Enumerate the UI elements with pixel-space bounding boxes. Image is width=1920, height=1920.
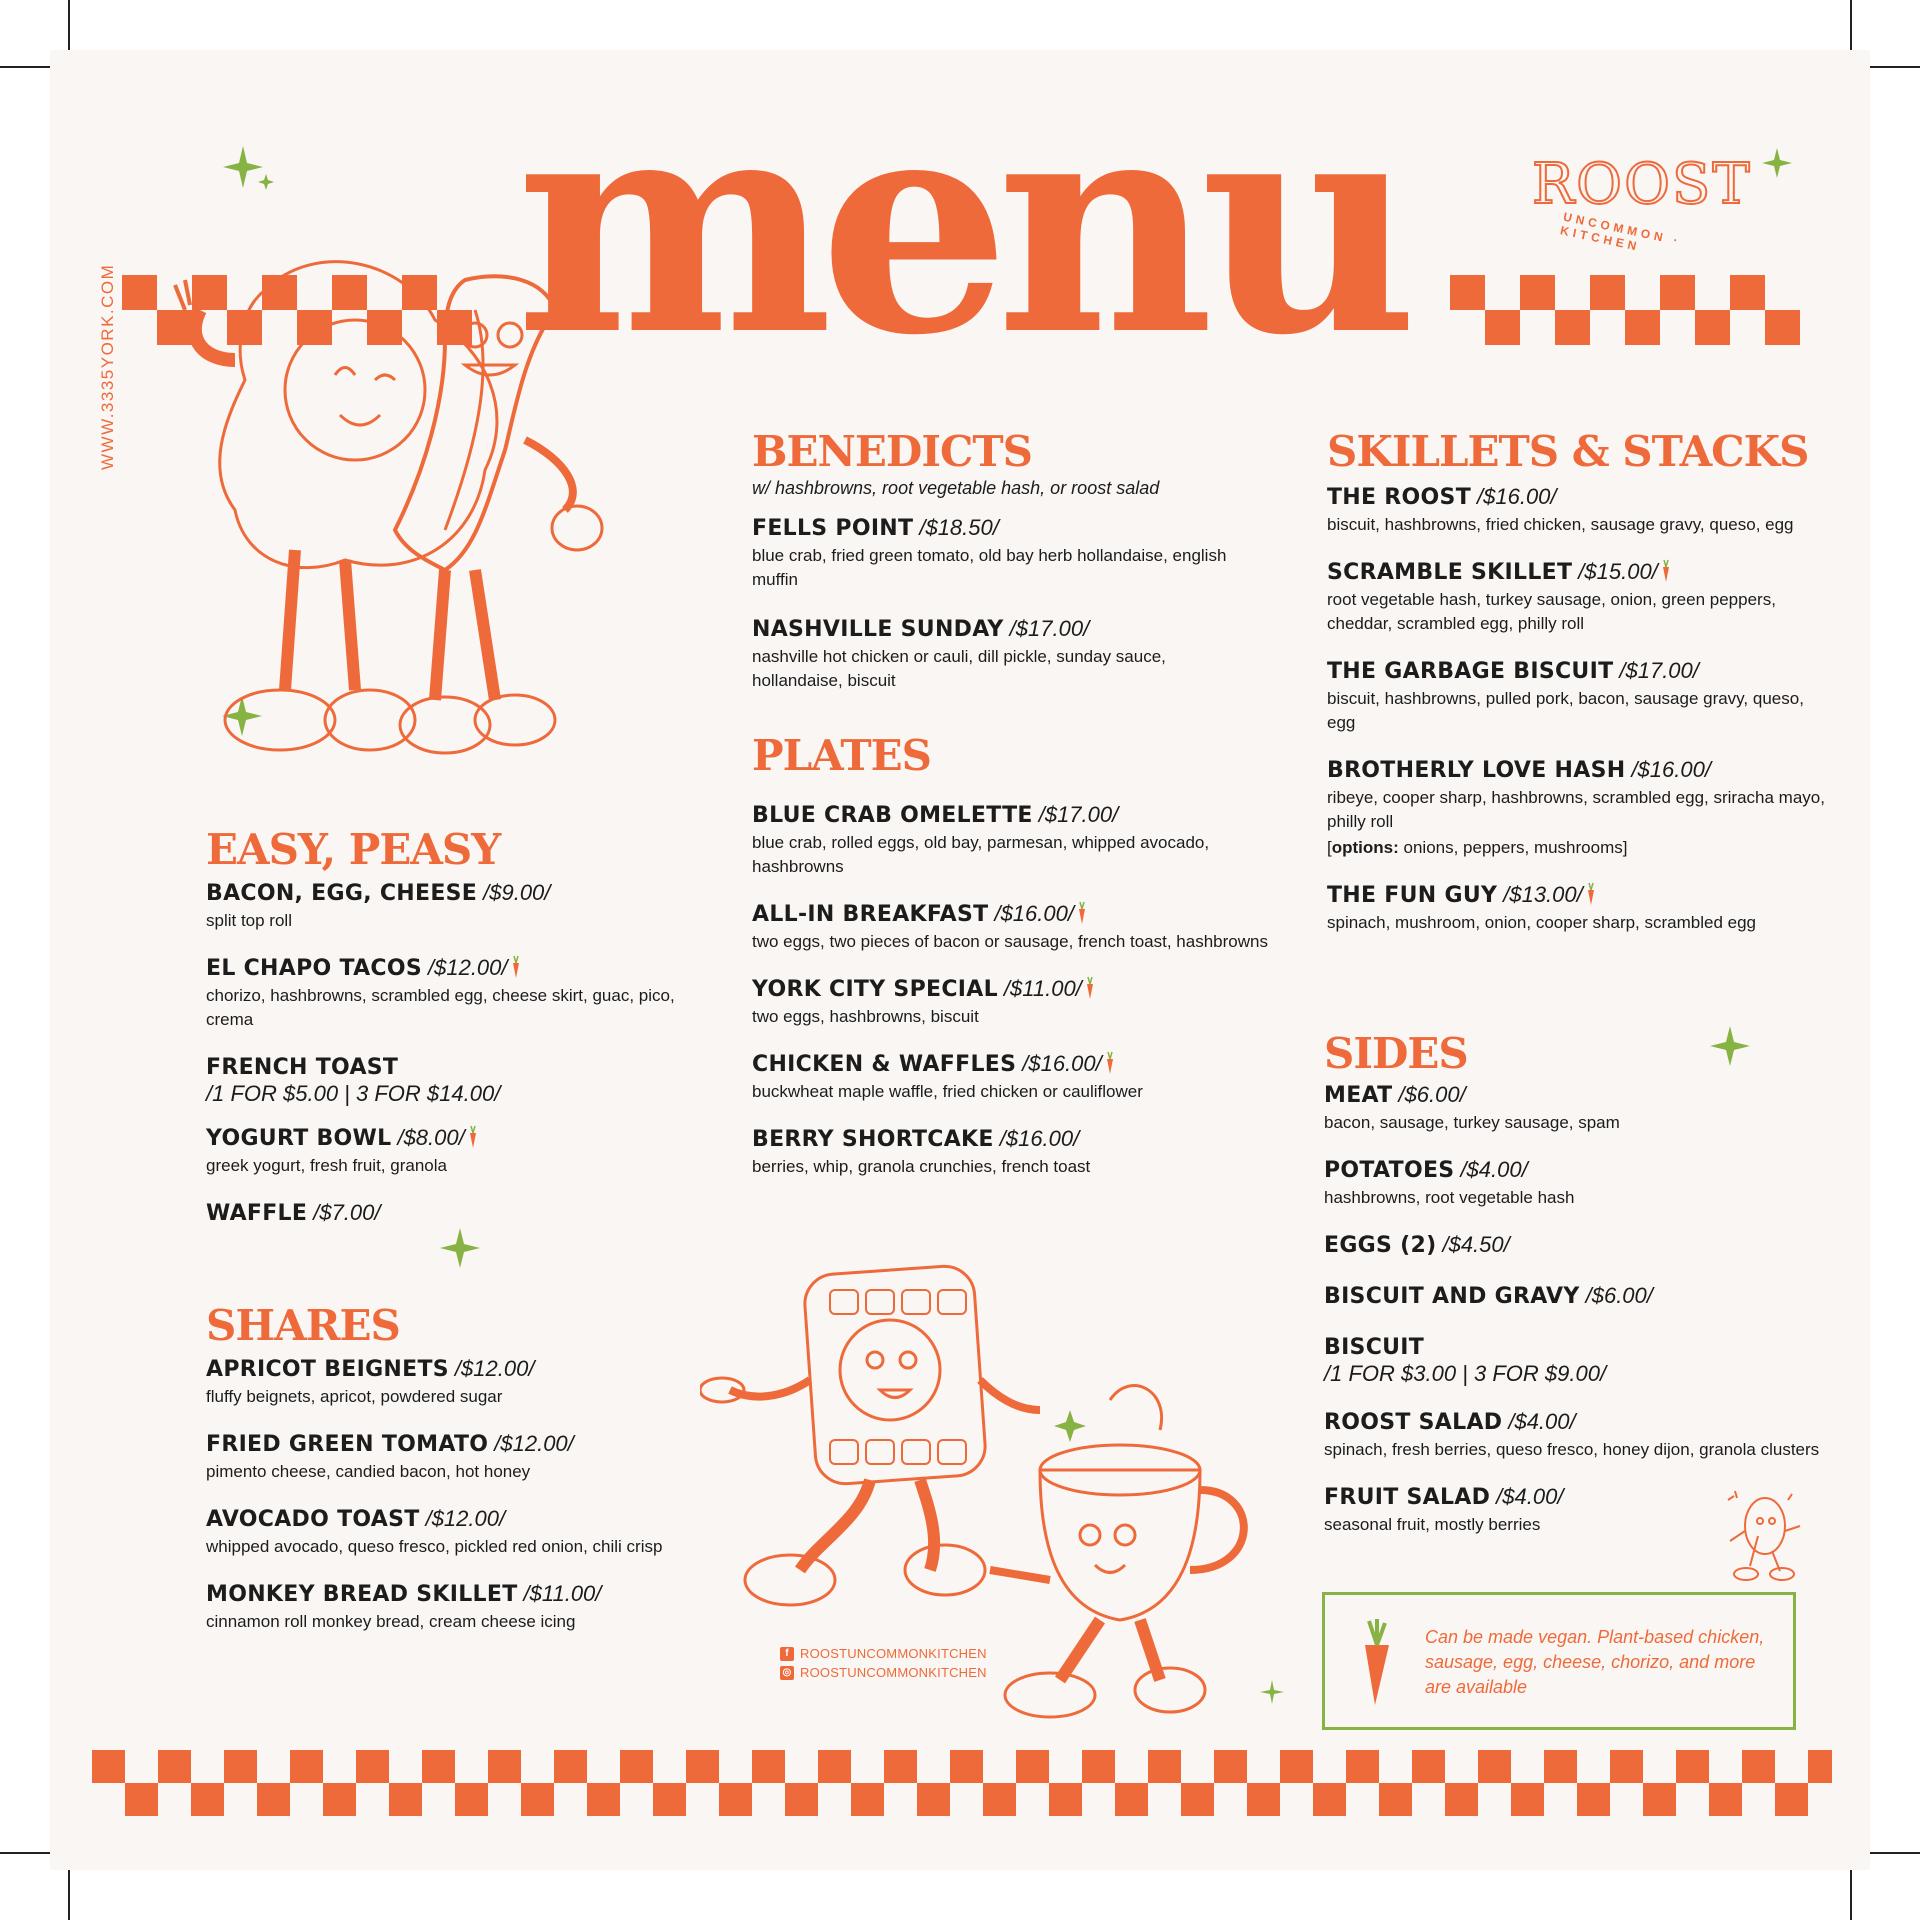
menu-item	[206, 1125, 686, 1178]
menu-item	[1324, 1334, 1824, 1387]
item-name: CHICKEN & WAFFLES	[752, 1052, 1017, 1077]
crop-mark	[1865, 1852, 1920, 1854]
item-price: /$12.00/	[425, 1506, 506, 1531]
crop-mark	[68, 0, 70, 55]
vegan-carrot-icon	[1105, 1051, 1115, 1075]
item-price: /$6.00/	[1585, 1283, 1653, 1308]
instagram-handle: ROOSTUNCOMMONKITCHEN	[800, 1665, 987, 1680]
checker-band-top-right	[1450, 275, 1820, 345]
logo-wordmark: ROOST	[1532, 152, 1752, 217]
item-price: /$7.00/	[313, 1200, 381, 1225]
section-shares	[206, 1302, 686, 1634]
item-description: two eggs, hashbrowns, biscuit	[752, 1007, 979, 1026]
item-price: /$4.00/	[1508, 1409, 1576, 1434]
item-price: /$16.00/	[999, 1126, 1080, 1151]
item-name: THE ROOST	[1327, 485, 1472, 510]
item-description: blue crab, rolled eggs, old bay, parmesan, whipped avocado, hashbrowns	[752, 833, 1210, 876]
section-benedicts	[752, 428, 1252, 693]
menu-item	[206, 1431, 686, 1484]
item-name: FRUIT SALAD	[1324, 1485, 1491, 1510]
item-name: BACON, EGG, CHEESE	[206, 881, 478, 906]
item-name: BERRY SHORTCAKE	[752, 1127, 994, 1152]
item-price: /$16.00/	[1631, 757, 1711, 782]
item-price: /$16.00/	[1022, 1051, 1102, 1076]
item-description: whipped avocado, queso fresco, pickled red onion, chili crisp	[206, 1537, 663, 1556]
item-description: spinach, mushroom, onion, cooper sharp, scrambled egg	[1327, 913, 1757, 932]
checker-band-bottom	[92, 1750, 1832, 1816]
menu-item	[206, 1581, 686, 1634]
carrot-icon	[1357, 1617, 1397, 1707]
menu-item	[206, 1200, 686, 1227]
menu-item	[1324, 1484, 1824, 1537]
vegan-carrot-icon	[1661, 559, 1671, 583]
item-price: /$4.50/	[1442, 1232, 1510, 1257]
menu-item	[752, 976, 1272, 1029]
section-title: PLATES	[752, 731, 932, 780]
menu-item	[206, 1356, 686, 1409]
item-price: /$16.00/	[1477, 484, 1557, 509]
section-title: BENEDICTS	[752, 427, 1032, 476]
menu-item	[1324, 1283, 1824, 1310]
item-name: FRENCH TOAST	[206, 1055, 399, 1080]
item-price: /$15.00/	[1578, 559, 1658, 584]
menu-item	[1324, 1082, 1824, 1135]
menu-item	[1324, 1157, 1824, 1210]
item-description: pimento cheese, candied bacon, hot honey	[206, 1462, 531, 1481]
item-description: seasonal fruit, mostly berries	[1324, 1515, 1541, 1534]
vegan-carrot-icon	[468, 1125, 478, 1149]
crop-mark	[1850, 0, 1852, 55]
menu-item	[1324, 1232, 1824, 1259]
item-price: /1 FOR $5.00 | 3 FOR $14.00/	[206, 1081, 501, 1106]
item-price: /$12.00/	[428, 955, 508, 980]
section-sides	[1324, 1030, 1824, 1537]
crop-mark	[0, 1852, 55, 1854]
item-price: /$6.00/	[1398, 1082, 1466, 1107]
menu-item	[752, 901, 1272, 954]
sparkle-icon	[440, 1228, 480, 1268]
facebook-icon: f	[780, 1647, 794, 1661]
item-description: buckwheat maple waffle, fried chicken or cauliflower	[752, 1082, 1143, 1101]
section-title: EASY, PEASY	[206, 825, 501, 874]
item-name: MONKEY BREAD SKILLET	[206, 1582, 518, 1607]
item-price: /$13.00/	[1503, 882, 1583, 907]
facebook-handle: ROOSTUNCOMMONKITCHEN	[800, 1646, 987, 1661]
item-name: EGGS (2)	[1324, 1233, 1437, 1258]
vegan-note-box	[1322, 1592, 1796, 1730]
section-title: SIDES	[1324, 1029, 1468, 1078]
menu-item	[752, 1126, 1272, 1179]
item-options: [options: onions, peppers, mushrooms]	[1327, 838, 1628, 857]
item-description: nashville hot chicken or cauli, dill pickle, sunday sauce, hollandaise, biscuit	[752, 647, 1166, 690]
menu-item	[1327, 757, 1827, 860]
item-price: /$9.00/	[483, 880, 551, 905]
item-name: YOGURT BOWL	[206, 1126, 392, 1151]
item-price: /$4.00/	[1460, 1157, 1528, 1182]
section-easy-peasy	[206, 826, 686, 1227]
menu-item	[752, 515, 1252, 592]
crop-mark	[1865, 66, 1920, 68]
item-name: YORK CITY SPECIAL	[752, 977, 998, 1002]
item-description: biscuit, hashbrowns, pulled pork, bacon, sausage gravy, queso, egg	[1327, 689, 1804, 732]
item-price: /$11.00/	[1003, 976, 1082, 1001]
vegan-carrot-icon	[1085, 976, 1095, 1000]
item-description: greek yogurt, fresh fruit, granola	[206, 1156, 447, 1175]
menu-item	[752, 616, 1252, 693]
egg-and-bacon-mascots-illustration	[145, 250, 625, 770]
menu-item	[206, 955, 686, 1032]
item-price: /$12.00/	[494, 1431, 574, 1456]
item-name: AVOCADO TOAST	[206, 1507, 420, 1532]
item-name: SCRAMBLE SKILLET	[1327, 560, 1573, 585]
item-description: spinach, fresh berries, queso fresco, honey dijon, granola clusters	[1324, 1440, 1820, 1459]
item-name: APRICOT BEIGNETS	[206, 1357, 449, 1382]
item-name: FELLS POINT	[752, 516, 914, 541]
item-description: split top roll	[206, 911, 292, 930]
item-description: biscuit, hashbrowns, fried chicken, sausage gravy, queso, egg	[1327, 515, 1794, 534]
item-price: /$17.00/	[1619, 658, 1699, 683]
website-url: WWW.3335YORK.COM	[98, 263, 117, 470]
item-description: root vegetable hash, turkey sausage, onion, green peppers, cheddar, scrambled egg, philly roll	[1327, 590, 1776, 633]
menu-item	[752, 802, 1272, 879]
logo-tagline: UNCOMMON · KITCHEN	[1559, 209, 1683, 254]
crop-mark	[1850, 1865, 1852, 1920]
item-price: /$17.00/	[1009, 616, 1090, 641]
item-price: /$18.50/	[919, 515, 999, 540]
item-name: ROOST SALAD	[1324, 1410, 1503, 1435]
item-description: two eggs, two pieces of bacon or sausage, french toast, hashbrowns	[752, 932, 1268, 951]
menu-item	[206, 880, 686, 933]
facebook-handle-row[interactable]	[780, 1644, 987, 1663]
vegan-carrot-icon	[1586, 882, 1596, 906]
item-description: fluffy beignets, apricot, powdered sugar	[206, 1387, 503, 1406]
item-price: /$12.00/	[454, 1356, 535, 1381]
item-price: /$11.00/	[523, 1581, 602, 1606]
menu-item	[1327, 484, 1827, 537]
item-name: NASHVILLE SUNDAY	[752, 617, 1004, 642]
options-label: options:	[1331, 838, 1399, 857]
item-name: BISCUIT AND GRAVY	[1324, 1284, 1580, 1309]
item-price: /$4.00/	[1496, 1484, 1564, 1509]
item-description: cinnamon roll monkey bread, cream cheese icing	[206, 1612, 576, 1631]
instagram-handle-row[interactable]	[780, 1663, 987, 1682]
item-description: hashbrowns, root vegetable hash	[1324, 1188, 1575, 1207]
item-description: ribeye, cooper sharp, hashbrowns, scrambled egg, sriracha mayo, philly roll	[1327, 788, 1825, 831]
item-price: /$17.00/	[1038, 802, 1119, 827]
crop-mark	[68, 1865, 70, 1920]
menu-title: menu	[515, 48, 1405, 401]
social-handles	[780, 1644, 987, 1682]
section-title: SHARES	[206, 1301, 400, 1350]
menu-item	[1324, 1409, 1824, 1462]
item-name: THE FUN GUY	[1327, 883, 1498, 908]
menu-item	[1327, 559, 1827, 636]
item-name: BISCUIT	[1324, 1335, 1425, 1360]
item-price: /$16.00/	[994, 901, 1074, 926]
item-name: ALL-IN BREAKFAST	[752, 902, 989, 927]
crop-mark	[0, 66, 55, 68]
menu-item	[206, 1506, 686, 1559]
menu-item	[206, 1054, 686, 1107]
item-name: BLUE CRAB OMELETTE	[752, 803, 1033, 828]
section-title: SKILLETS & STACKS	[1327, 427, 1809, 476]
item-price: /1 FOR $3.00 | 3 FOR $9.00/	[1324, 1361, 1607, 1386]
item-price: /$8.00/	[397, 1125, 465, 1150]
roost-logo	[1520, 150, 1752, 270]
item-name: THE GARBAGE BISCUIT	[1327, 659, 1614, 684]
item-name: FRIED GREEN TOMATO	[206, 1432, 489, 1457]
instagram-icon: ◎	[780, 1666, 794, 1680]
section-skillets-stacks	[1327, 428, 1827, 935]
item-name: WAFFLE	[206, 1201, 308, 1226]
menu-item	[752, 1051, 1272, 1104]
item-description: bacon, sausage, turkey sausage, spam	[1324, 1113, 1620, 1132]
options-text: onions, peppers, mushrooms	[1403, 838, 1623, 857]
item-name: MEAT	[1324, 1083, 1393, 1108]
vegan-carrot-icon	[1077, 901, 1087, 925]
vegan-note-text: Can be made vegan. Plant-based chicken, sausage, egg, cheese, chorizo, and more are available	[1425, 1627, 1765, 1697]
item-name: POTATOES	[1324, 1158, 1455, 1183]
item-name: BROTHERLY LOVE HASH	[1327, 758, 1626, 783]
section-subtitle: w/ hashbrowns, root vegetable hash, or roost salad	[752, 478, 1160, 498]
item-description: berries, whip, granola crunchies, french toast	[752, 1157, 1091, 1176]
item-description: blue crab, fried green tomato, old bay herb hollandaise, english muffin	[752, 546, 1227, 589]
sparkle-icon	[1762, 148, 1792, 178]
item-description: chorizo, hashbrowns, scrambled egg, cheese skirt, guac, pico, crema	[206, 986, 675, 1029]
menu-item	[1327, 882, 1827, 935]
sparkle-icon	[218, 146, 278, 196]
section-plates	[752, 732, 1272, 1179]
vegan-carrot-icon	[511, 955, 521, 979]
menu-item	[1327, 658, 1827, 735]
item-name: EL CHAPO TACOS	[206, 956, 422, 981]
